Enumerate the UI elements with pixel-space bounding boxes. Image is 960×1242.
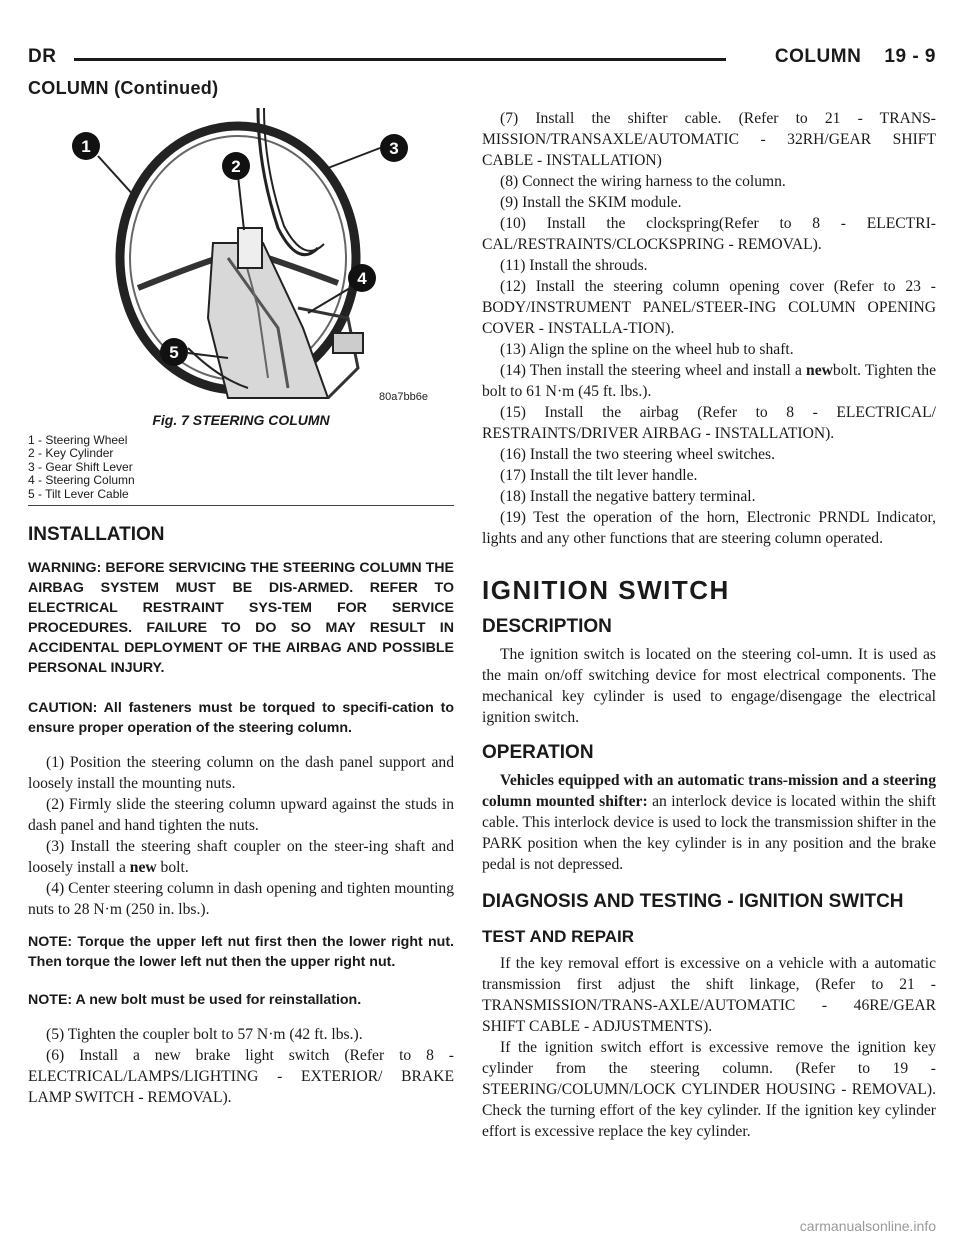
step-2: (2) Firmly slide the steering column upward against the studs in dash panel and hand tighten the nuts. <box>28 796 454 835</box>
warning-text: WARNING: BEFORE SERVICING THE STEERING COLUMN THE AIRBAG SYSTEM MUST BE DIS-ARMED. REFER TO ELECTRICAL RESTRAINT SYS-TEM FOR SERVICE PROCEDURES. FAILURE TO DO SO MAY RESULT IN ACCIDENTAL DEPLOYMENT OF THE AIRBAG AND POSSIBLE PERSONAL INJURY. <box>28 560 454 677</box>
note-torque: NOTE: Torque the upper left nut first then the lower right nut. Then torque the lower left nut then the upper right nut. <box>28 934 454 971</box>
step-19: (19) Test the operation of the horn, Electronic PRNDL Indicator, lights and any other functions that are steering column operated. <box>482 509 936 547</box>
operation-text: Vehicles equipped with an automatic trans-mission and a steering column mounted shifter: an interlock device is located within the shift cable. This interlock device is used to lock the transmission shifter in the PARK position when the key cylinder is in any position and the brake pedal is not depressed. <box>482 772 936 873</box>
step-16: (16) Install the two steering wheel switches. <box>500 446 775 463</box>
svg-text:2: 2 <box>231 157 241 176</box>
figure-rule <box>28 505 454 506</box>
header-rule <box>74 58 726 61</box>
svg-text:3: 3 <box>389 139 399 158</box>
note-new-bolt: NOTE: A new bolt must be used for reinstallation. <box>28 992 362 1009</box>
steering-column-illustration <box>28 108 454 408</box>
right-column <box>482 108 936 1142</box>
diagnosis-heading: DIAGNOSIS AND TESTING - IGNITION SWITCH <box>482 891 904 912</box>
svg-text:1: 1 <box>81 137 91 156</box>
step-4: (4) Center steering column in dash opening and tighten mounting nuts to 28 N·m (250 in. lbs.). <box>28 880 454 919</box>
callout-2 <box>222 152 250 180</box>
ignition-switch-heading: IGNITION SWITCH <box>482 575 730 605</box>
callout-3 <box>380 134 408 162</box>
step-6: (6) Install a new brake light switch (Refer to 8 - ELECTRICAL/LAMPS/LIGHTING - EXTERIOR/ BRAKE LAMP SWITCH - REMOVAL). <box>28 1047 454 1107</box>
figure-code: 80a7bb6e <box>379 391 428 403</box>
legend-item: 5 - Tilt Lever Cable <box>28 486 129 501</box>
figure-title: Fig. 7 STEERING COLUMN <box>152 412 330 428</box>
watermark: carmanualsonline.info <box>799 1218 936 1234</box>
step-14: (14) Then install the steering wheel and install a newbolt. Tighten the bolt to 61 N·m (45 ft. lbs.). <box>482 362 936 400</box>
header-page-number: COLUMN 19 - 9 <box>774 46 936 67</box>
legend-item: 2 - Key Cylinder <box>28 446 114 461</box>
test-repair-heading: TEST AND REPAIR <box>482 927 635 946</box>
step-8: (8) Connect the wiring harness to the column. <box>500 173 786 190</box>
continued-heading: COLUMN (Continued) <box>28 78 219 98</box>
test-text-2: If the ignition switch effort is excessive remove the ignition key cylinder from the steering column. (Refer to 19 - STEERING/COLUMN/LOCK CYLINDER HOUSING - REMOVAL). Check the turning effort of the key cylinder. If the ignition key cylinder effort is excessive replace the key cylinder. <box>482 1039 936 1140</box>
step-11: (11) Install the shrouds. <box>500 257 648 274</box>
test-text-1: If the key removal effort is excessive on a vehicle with a automatic transmission first adjust the shift linkage, (Refer to 21 - TRANSMISSION/TRANS-AXLE/AUTOMATIC - 46RE/GEAR SHIFT CABLE - ADJUSTMENTS). <box>482 955 936 1035</box>
step-7: (7) Install the shifter cable. (Refer to 21 - TRANS-MISSION/TRANSAXLE/AUTOMATIC - 32RH/GEAR SHIFT CABLE - INSTALLATION) <box>482 110 936 169</box>
legend-item: 4 - Steering Column <box>28 473 135 488</box>
legend-item: 3 - Gear Shift Lever <box>28 459 133 474</box>
installation-heading: INSTALLATION <box>28 524 165 546</box>
description-heading: DESCRIPTION <box>482 616 612 637</box>
step-12: (12) Install the steering column opening cover (Refer to 23 - BODY/INSTRUMENT PANEL/STEER-ING COLUMN OPENING COVER - INSTALLA-TION). <box>482 278 936 337</box>
step-17: (17) Install the tilt lever handle. <box>500 467 698 484</box>
callout-5 <box>160 338 188 366</box>
svg-text:5: 5 <box>169 343 179 362</box>
step-1: (1) Position the steering column on the dash panel support and loosely install the mounting nuts. <box>28 754 454 793</box>
svg-text:4: 4 <box>357 269 367 288</box>
callout-1 <box>72 132 100 160</box>
left-column <box>28 108 454 1108</box>
figure-legend <box>28 434 454 501</box>
callout-4 <box>348 264 376 292</box>
page-header <box>28 42 936 72</box>
steering-column-figure <box>28 108 454 408</box>
header-section-code: DR <box>28 46 57 67</box>
step-5: (5) Tighten the coupler bolt to 57 N·m (42 ft. lbs.). <box>46 1026 363 1044</box>
step-15: (15) Install the airbag (Refer to 8 - ELECTRICAL/ RESTRAINTS/DRIVER AIRBAG - INSTALLATION). <box>482 404 936 442</box>
step-9: (9) Install the SKIM module. <box>500 194 682 211</box>
caution-text: CAUTION: All fasteners must be torqued to specifi-cation to ensure proper operation of the steering column. <box>28 700 454 737</box>
step-13: (13) Align the spline on the wheel hub to shaft. <box>500 341 794 358</box>
operation-heading: OPERATION <box>482 742 594 763</box>
step-10: (10) Install the clockspring(Refer to 8 - ELECTRI-CAL/RESTRAINTS/CLOCKSPRING - REMOVAL). <box>482 215 936 253</box>
legend-item: 1 - Steering Wheel <box>28 433 128 447</box>
step-18: (18) Install the negative battery terminal. <box>500 488 756 505</box>
step-3: (3) Install the steering shaft coupler on the steer-ing shaft and loosely install a new bolt. <box>28 838 454 877</box>
description-text: The ignition switch is located on the steering col-umn. It is used as the main on/off switching device for most electrical components. The mechanical key cylinder is used to engage/disengage the electrical ignition switch. <box>482 646 936 726</box>
